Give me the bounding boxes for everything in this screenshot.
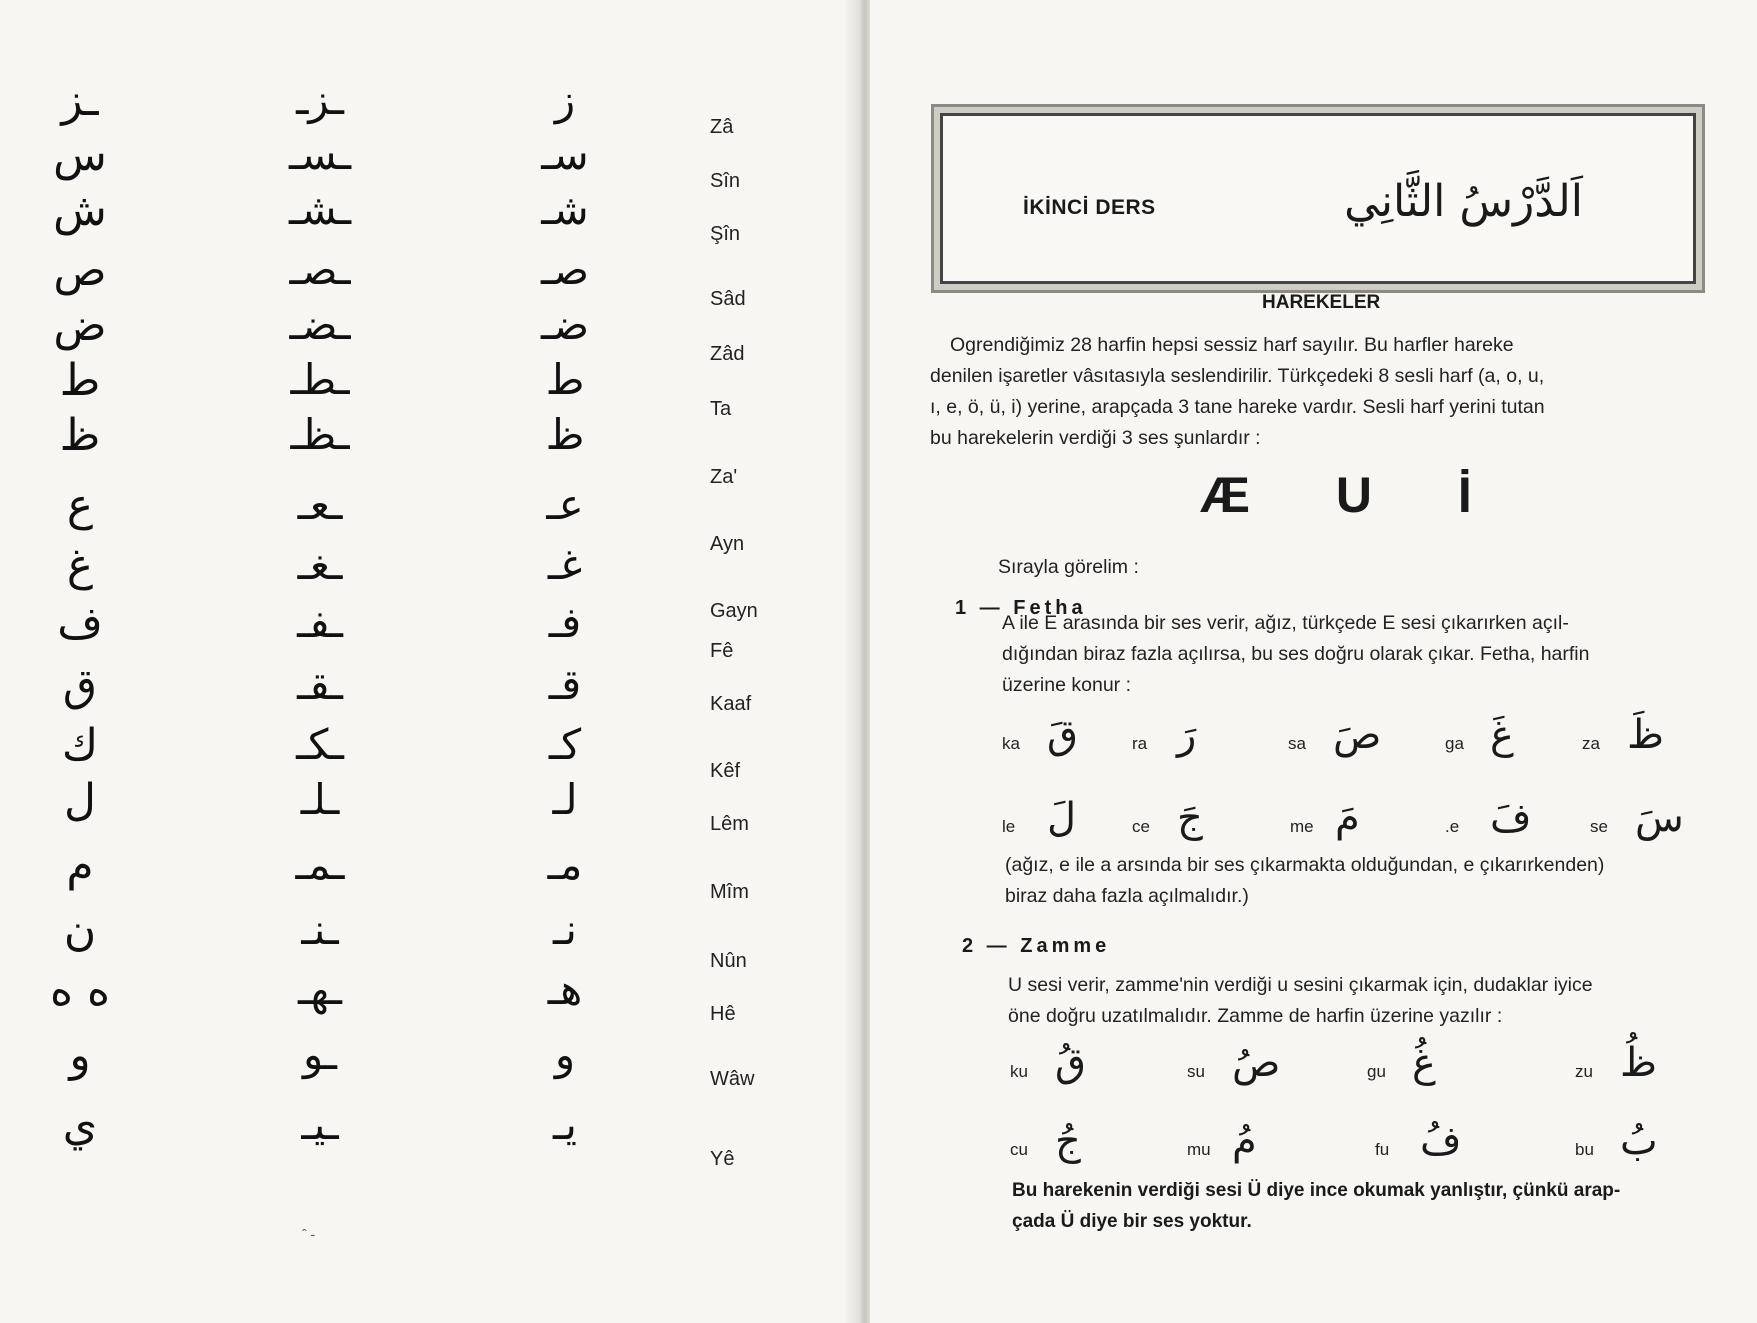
example-transliteration: sa [1288,734,1306,753]
example-transliteration: ka [1002,734,1020,753]
zamme-line: U sesi verir, zamme'nin verdiği u sesini çıkarmak için, dudaklar iyice [1008,974,1593,996]
example-transliteration: su [1187,1062,1205,1081]
example-arabic: قَ [1047,712,1079,758]
letter-name: Nûn [710,950,747,972]
final-form-letter: ق [62,660,98,711]
initial-form-letter: شـ [541,185,589,234]
example-transliteration: ce [1132,817,1150,836]
medial-form-letter: ـسـ [288,130,352,179]
example-arabic: قُ [1055,1040,1087,1086]
final-form-letter: غ [66,540,94,591]
medial-form-letter: ـظـ [290,410,350,459]
intro-line: denilen işaretler vâsıtasıyla seslendirilir. Türkçedeki 8 sesli harf (a, o, u, [930,365,1545,387]
intro-paragraph [930,330,1705,454]
letter-name: Yê [710,1148,735,1170]
initial-form-letter: كـ [548,720,582,769]
vowel-kesre: İ [1457,467,1478,523]
lesson-title-arabic: اَلدَّرْسُ الثَّانِي [1344,176,1583,227]
medial-form-letter: ـهـ [298,965,342,1014]
vowel-zamme: U [1335,467,1379,523]
example-transliteration: ga [1445,734,1464,753]
example-arabic: فُ [1420,1118,1462,1164]
final-form-letter: ي [62,1100,98,1151]
example-transliteration: me [1290,817,1314,836]
page-number: ˆ - [302,1226,316,1242]
final-form-letter: ظ [59,410,101,461]
initial-form-letter: يـ [553,1100,577,1149]
letter-name: Kêf [710,760,741,782]
initial-form-letter: ز [554,75,576,124]
fetha-line: A ile E arasında bir ses verir, ağız, türkçede E sesi çıkarırken açıl- [1002,612,1569,634]
final-form-letter: ك [61,720,99,771]
medial-form-letter: ـنـ [301,905,339,954]
example-arabic: ظُ [1620,1040,1657,1086]
letter-name: Sâd [710,288,746,310]
section-heading: HAREKELER [1262,292,1381,313]
letter-name: Sîn [710,170,741,192]
example-transliteration: ku [1010,1062,1028,1081]
medial-form-letter: ـكـ [296,720,344,769]
zamme-note [1012,1175,1717,1237]
final-form-letter: ش [53,185,107,236]
initial-form-letter: ظ [545,410,585,459]
example-transliteration: mu [1187,1140,1211,1159]
fetha-title: 1 — Fetha [955,597,1087,619]
medial-form-letter: ـزـ [296,75,344,124]
initial-form-letter: هـ [547,965,583,1014]
example-arabic: جُ [1055,1118,1081,1164]
initial-form-letter: ط [545,355,585,404]
example-arabic: صُ [1232,1040,1281,1086]
final-form-letter: ص [53,245,107,296]
letter-name: Zâd [710,343,745,365]
fetha-line: üzerine konur : [1002,674,1131,696]
example-arabic: فَ [1490,795,1532,841]
final-form-letter: ل [64,775,96,826]
initial-form-letter: فـ [548,598,582,647]
fetha-line: dığından biraz fazla açılırsa, bu ses doğru olarak çıkar. Fetha, harfin [1002,643,1590,665]
example-transliteration: za [1582,734,1600,753]
example-transliteration: le [1002,817,1016,836]
final-form-letter: س [53,130,107,181]
letter-name: Şîn [710,223,741,245]
example-transliteration: cu [1010,1140,1028,1159]
medial-form-letter: ـلـ [300,775,340,824]
medial-form-letter: ـفـ [297,598,343,647]
medial-form-letter: ـعـ [297,480,343,529]
initial-form-letter: مـ [547,840,583,889]
initial-form-letter: قـ [548,660,582,709]
medial-form-letter: ـضـ [289,300,351,349]
final-form-letter: م [66,840,94,891]
initial-form-letter: صـ [541,245,589,294]
lesson-title-box [940,113,1696,284]
fetha-text [1002,608,1707,701]
letter-name: Lêm [710,813,749,835]
zamme-note-line: Bu harekenin verdiği sesi Ü diye ince okumak yanlıştır, çünkü arap- [1012,1180,1621,1201]
example-arabic: مَ [1335,795,1360,841]
lesson-title-latin: İKİNCİ DERS [1023,196,1156,219]
final-form-letter: ن [63,905,97,956]
example-arabic: ظَ [1627,712,1664,758]
fetha-note-line: (ağız, e ile a arsında bir ses çıkarmakta olduğundan, e çıkarırkenden) [1005,854,1605,876]
initial-form-letter: غـ [547,540,583,589]
example-arabic: غُ [1412,1040,1436,1086]
medial-form-letter: ـمـ [295,840,345,889]
example-arabic: مُ [1232,1118,1257,1164]
zamme-note-line: çada Ü diye bir ses yoktur. [1012,1211,1252,1232]
letter-name: Hê [710,1003,736,1025]
letter-name: Zâ [710,116,734,138]
medial-form-letter: ـو [302,1030,337,1079]
letter-name: Za' [710,466,738,488]
example-transliteration: se [1590,817,1608,836]
letter-name: Kaaf [710,693,752,715]
example-transliteration: ra [1132,734,1148,753]
initial-form-letter: عـ [546,480,584,529]
fetha-note-line: biraz daha fazla açılmalıdır.) [1005,885,1249,907]
final-form-letter: ف [57,598,103,649]
final-form-letter: ط [59,355,101,406]
initial-form-letter: ضـ [541,300,589,349]
initial-form-letter: و [554,1030,576,1079]
intro-line: bu harekelerin verdiği 3 ses şunlardır : [930,427,1261,449]
vowel-sounds [1200,466,1538,524]
example-arabic: لَ [1047,795,1077,841]
intro-line: ı, e, ö, ü, i) yerine, arapçada 3 tane hareke vardır. Sesli harf yerini tutan [930,396,1545,418]
initial-form-letter: لـ [552,775,578,824]
example-arabic: غَ [1490,712,1514,758]
fetha-note [1005,850,1710,912]
example-transliteration: gu [1367,1062,1386,1081]
final-form-letter: ه ه [49,965,111,1016]
example-transliteration: zu [1575,1062,1593,1081]
medial-form-letter: ـصـ [289,245,351,294]
medial-form-letter: ـغـ [297,540,343,589]
zamme-text [1008,970,1713,1032]
letter-name: Fê [710,640,734,662]
left-page [0,0,860,1323]
initial-form-letter: نـ [553,905,577,954]
vowel-fetha: Æ [1200,467,1256,523]
medial-form-letter: ـطـ [290,355,350,404]
letter-name: Wâw [710,1068,755,1090]
final-form-letter: ع [66,480,94,531]
letter-name: Mîm [710,881,749,903]
example-transliteration: bu [1575,1140,1594,1159]
example-arabic: صَ [1333,712,1382,758]
medial-form-letter: ـشـ [288,185,352,234]
example-arabic: سَ [1635,795,1684,841]
intro-line: Ogrendiğimiz 28 harfin hepsi sessiz harf sayılır. Bu harfler hareke [950,334,1514,356]
example-transliteration: fu [1375,1140,1390,1159]
final-form-letter: ض [53,300,107,351]
letter-name: Ayn [710,533,745,555]
final-form-letter: و [69,1030,91,1081]
example-arabic: جَ [1177,795,1203,841]
sequence-label: Sırayla görelim : [998,556,1139,578]
medial-form-letter: ـيـ [301,1100,339,1149]
zamme-line: öne doğru uzatılmalıdır. Zamme de harfin üzerine yazılır : [1008,1005,1503,1027]
letter-name: Ta [710,398,732,420]
letter-name: Gayn [710,600,758,622]
example-transliteration: .e [1445,817,1460,836]
zamme-title: 2 — Zamme [962,935,1111,957]
final-form-letter: ـز [61,75,99,126]
medial-form-letter: ـقـ [297,660,343,709]
initial-form-letter: سـ [541,130,589,179]
example-arabic: رَ [1177,712,1197,758]
example-arabic: بُ [1620,1118,1658,1164]
